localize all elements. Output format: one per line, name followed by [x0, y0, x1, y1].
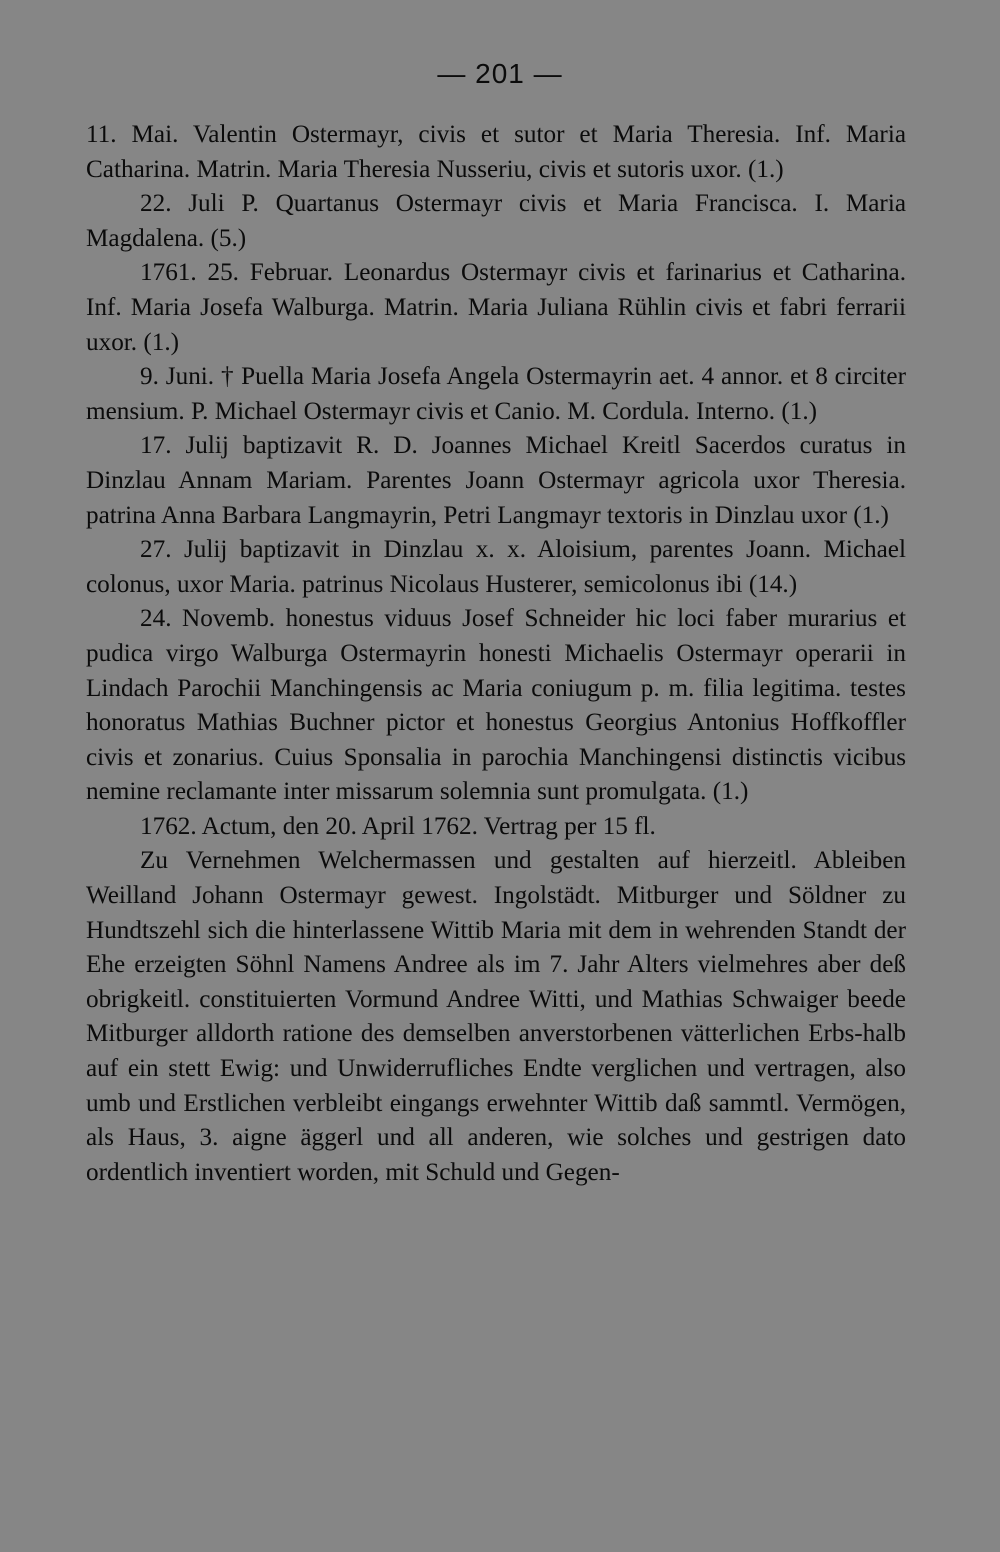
entry-juni-9: 9. Juni. † Puella Maria Josefa Angela Ostermayrin aet. 4 annor. et 8 circiter mensium. P. Michael Ostermayr civis et Canio. M. Cordula. Interno. (1.)	[86, 363, 906, 425]
entry-julij-17: 17. Julij baptizavit R. D. Joannes Michael Kreitl Sacerdos curatus in Dinzlau Annam Mariam. Parentes Joann Ostermayr agricola uxor Theresia. patrina Anna Barbara Langmayrin, Petri Langmayr textoris in Dinzlau uxor (1.)	[86, 432, 906, 529]
entry-1761-februar-25: 1761. 25. Februar. Leonardus Ostermayr civis et farinarius et Catharina. Inf. Maria Josefa Walburga. Matrin. Maria Juliana Rühlin civis et fabri ferrarii uxor. (1.)	[86, 259, 906, 356]
entry-novemb-24: 24. Novemb. honestus viduus Josef Schneider hic loci faber murarius et pudica virgo Walburga Ostermayrin honesti Michaelis Ostermayr operarii in Lindach Parochii Manchingensis ac Maria coniugum p. m. filia legitima. testes honoratus Mathias Buchner pictor et honestus Georgius Antonius Hoffkoffler civis et zonarius. Cuius Sponsalia in parochia Manchingensi distinctis vicibus nemine reclamante inter missarum solemnia sunt promulgata. (1.)	[86, 605, 906, 806]
entry-1761-may-11: 11. Mai. Valentin Ostermayr, civis et sutor et Maria Theresia. Inf. Maria Catharina. Matrin. Maria Theresia Nusseriu, civis et sutoris uxor. (1.)	[86, 121, 906, 183]
entry-1762-vertrag-text: Zu Vernehmen Welchermassen und gestalten auf hierzeitl. Ableiben Weilland Johann Ostermayr gewest. Ingolstädt. Mitburger und Söldner zu Hundtszehl sich die hinterlassene Wittib Maria mit dem in wehrenden Standt der Ehe erzeigten Söhnl Namens Andree als im 7. Jahr Alters vielmehres aber deß obrigkeitl. constituierten Vormund Andree Witti, und Mathias Schwaiger beede Mitburger alldorth ratione des demselben anverstorbenen vätterlichen Erbs-halb auf ein stett Ewig: und Unwiderrufliches Endte verglichen und vertragen, also umb und Erstlichen verbleibt eingangs erwehnter Wittib daß sammtl. Vermögen, als Haus, 3. aigne äggerl und all anderen, wie solches und gestrigen dato ordentlich inventiert worden, mit Schuld und Gegen-	[86, 847, 906, 1186]
entry-julij-27: 27. Julij baptizavit in Dinzlau x. x. Aloisium, parentes Joann. Michael colonus, uxor Maria. patrinus Nicolaus Husterer, semicolonus ibi (14.)	[86, 536, 906, 598]
entry-juli-22: 22. Juli P. Quartanus Ostermayr civis et Maria Francisca. I. Maria Magdalena. (5.)	[86, 190, 906, 252]
page-body	[86, 118, 906, 1190]
entry-1762-header: 1762. Actum, den 20. April 1762. Vertrag per 15 fl.	[140, 812, 656, 840]
page-number: — 201 —	[437, 58, 563, 89]
